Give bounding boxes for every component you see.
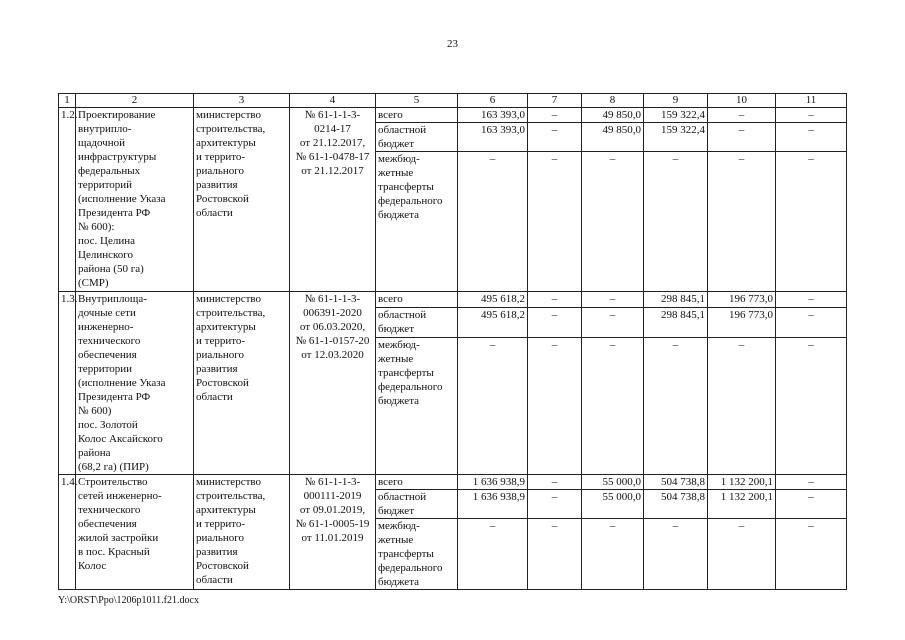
amount-cell: 1 132 200,1	[708, 490, 776, 519]
amount-cell: 55 000,0	[582, 475, 644, 490]
column-number: 10	[708, 94, 776, 108]
object-name: Внутриплоща- дочные сети инженерно- технического обеспечения территории (исполнение Указа Президента РФ № 600) пос. Золотой Колос Аксайского района (68,2 га) (ПИР)	[76, 292, 194, 475]
amount-cell: 159 322,4	[644, 123, 708, 152]
funding-source-label: всего	[376, 108, 458, 123]
amount-cell: –	[582, 337, 644, 474]
amount-cell: –	[582, 292, 644, 308]
amount-cell: –	[708, 108, 776, 123]
amount-cell: –	[776, 519, 847, 590]
amount-cell: –	[776, 337, 847, 474]
amount-cell: –	[528, 292, 582, 308]
column-number: 9	[644, 94, 708, 108]
amount-cell: –	[528, 490, 582, 519]
amount-cell: –	[458, 152, 528, 292]
funding-source-label: межбюд- жетные трансферты федерального бюджета	[376, 152, 458, 292]
amount-cell: –	[708, 123, 776, 152]
amount-cell: 196 773,0	[708, 292, 776, 308]
funding-source-label: всего	[376, 475, 458, 490]
executor-cell: министерство строительства, архитектуры и террито- риального развития Ростовской области	[194, 292, 290, 475]
amount-cell: –	[582, 152, 644, 292]
amount-cell: –	[528, 475, 582, 490]
amount-cell: –	[708, 519, 776, 590]
object-name: Проектирование внутрипло- щадочной инфраструктуры федеральных территорий (исполнение Указа Президента РФ № 600): пос. Целина Целинского района (50 га) (СМР)	[76, 108, 194, 292]
funding-source-label: областной бюджет	[376, 490, 458, 519]
amount-cell: 1 636 938,9	[458, 475, 528, 490]
table-row	[59, 108, 847, 123]
column-number: 4	[290, 94, 376, 108]
amount-cell: –	[776, 490, 847, 519]
amount-cell: –	[708, 152, 776, 292]
amount-cell: 495 618,2	[458, 307, 528, 337]
amount-cell: –	[644, 519, 708, 590]
amount-cell: –	[528, 123, 582, 152]
amount-cell: –	[458, 519, 528, 590]
amount-cell: 495 618,2	[458, 292, 528, 308]
column-number: 3	[194, 94, 290, 108]
table-row	[59, 292, 847, 308]
funding-source-label: областной бюджет	[376, 123, 458, 152]
amount-cell: –	[528, 519, 582, 590]
amount-cell: –	[776, 292, 847, 308]
amount-cell: 1 636 938,9	[458, 490, 528, 519]
funding-source-label: областной бюджет	[376, 307, 458, 337]
budget-table	[58, 93, 847, 590]
funding-source-label: межбюд- жетные трансферты федерального бюджета	[376, 519, 458, 590]
executor-cell: министерство строительства, архитектуры и террито- риального развития Ростовской области	[194, 475, 290, 590]
amount-cell: –	[582, 519, 644, 590]
amount-cell: –	[644, 337, 708, 474]
amount-cell: 49 850,0	[582, 108, 644, 123]
row-number: 1.3.	[59, 292, 76, 475]
column-number-row	[59, 94, 847, 108]
amount-cell: –	[458, 337, 528, 474]
column-number: 11	[776, 94, 847, 108]
funding-source-label: всего	[376, 292, 458, 308]
page-number: 23	[447, 38, 458, 50]
column-number: 6	[458, 94, 528, 108]
amount-cell: –	[528, 152, 582, 292]
column-number: 2	[76, 94, 194, 108]
amount-cell: –	[776, 475, 847, 490]
footer-file-path: Y:\ORST\Ppo\1206p1011.f21.docx	[58, 595, 199, 606]
amount-cell: –	[644, 152, 708, 292]
amount-cell: 196 773,0	[708, 307, 776, 337]
amount-cell: –	[528, 307, 582, 337]
amount-cell: 159 322,4	[644, 108, 708, 123]
registration-cell: № 61-1-1-3- 0214-17 от 21.12.2017, № 61-1-0478-17 от 21.12.2017	[290, 108, 376, 292]
amount-cell: –	[776, 123, 847, 152]
amount-cell: 49 850,0	[582, 123, 644, 152]
column-number: 1	[59, 94, 76, 108]
executor-cell: министерство строительства, архитектуры и террито- риального развития Ростовской области	[194, 108, 290, 292]
amount-cell: 163 393,0	[458, 108, 528, 123]
amount-cell: –	[776, 152, 847, 292]
column-number: 5	[376, 94, 458, 108]
amount-cell: 163 393,0	[458, 123, 528, 152]
funding-source-label: межбюд- жетные трансферты федерального бюджета	[376, 337, 458, 474]
amount-cell: 298 845,1	[644, 292, 708, 308]
row-number: 1.2.	[59, 108, 76, 292]
amount-cell: 1 132 200,1	[708, 475, 776, 490]
amount-cell: 504 738,8	[644, 490, 708, 519]
amount-cell: 55 000,0	[582, 490, 644, 519]
amount-cell: –	[776, 108, 847, 123]
amount-cell: –	[582, 307, 644, 337]
amount-cell: –	[708, 337, 776, 474]
registration-cell: № 61-1-1-3- 000111-2019 от 09.01.2019, № 61-1-0005-19 от 11.01.2019	[290, 475, 376, 590]
amount-cell: 504 738,8	[644, 475, 708, 490]
amount-cell: 298 845,1	[644, 307, 708, 337]
amount-cell: –	[528, 337, 582, 474]
amount-cell: –	[528, 108, 582, 123]
object-name: Строительство сетей инженерно- технического обеспечения жилой застройки в пос. Красный Колос	[76, 475, 194, 590]
table-row	[59, 475, 847, 490]
registration-cell: № 61-1-1-3- 006391-2020 от 06.03.2020, № 61-1-0157-20 от 12.03.2020	[290, 292, 376, 475]
row-number: 1.4.	[59, 475, 76, 590]
column-number: 8	[582, 94, 644, 108]
column-number: 7	[528, 94, 582, 108]
amount-cell: –	[776, 307, 847, 337]
